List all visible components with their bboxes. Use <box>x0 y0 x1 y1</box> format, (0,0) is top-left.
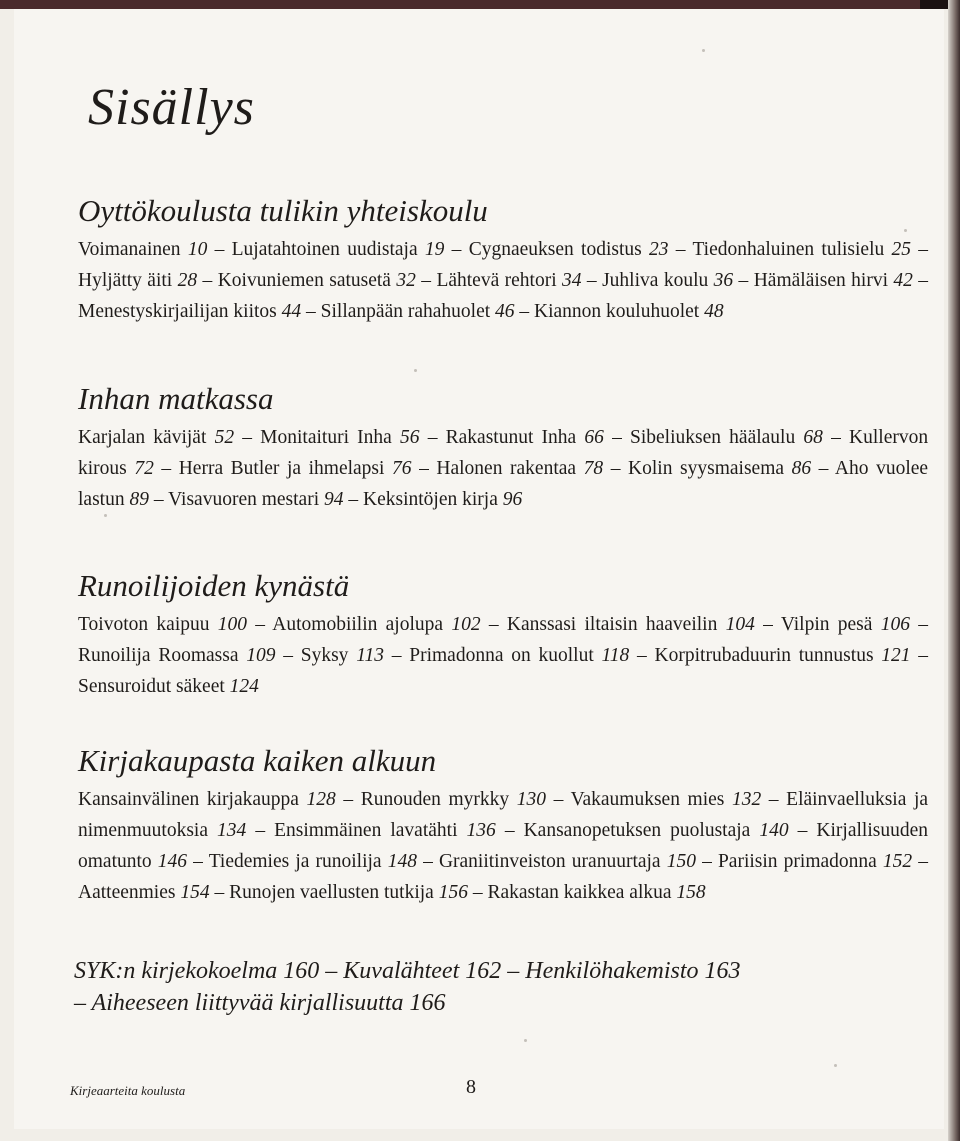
toc-entry-title: Tiedonhaluinen tulisielu <box>692 239 885 260</box>
toc-entry-title: Runoilija Roomassa <box>78 645 239 666</box>
toc-entry-title: Koivuniemen satusetä <box>217 270 391 291</box>
toc-section-1 <box>78 192 928 327</box>
toc-entry-title: Aho vuolee lastun <box>78 458 929 510</box>
toc-entry-title: Aatteenmies <box>78 882 176 903</box>
toc-entry-page: 25 <box>891 239 912 260</box>
speck <box>524 1039 527 1042</box>
section-entries: Toivoton kaipuu 100 – Automobiilin ajolupa 102 – Kanssasi iltaisin haaveilin 104 – Vilpin pesä 106 – Runoilija Roomassa 109 – Syksy 113 – Primadonna on kuollut 118 – Korpitrubaduurin tunnustus 121 – Sensuroidut säkeet 124 <box>78 614 929 697</box>
toc-section-4 <box>78 742 928 908</box>
toc-entry-title: Ensimmäinen lavatähti <box>274 820 458 841</box>
toc-entry-page: 156 <box>438 882 468 903</box>
toc-entry-page: 104 <box>725 614 755 635</box>
toc-entry-page: 72 <box>134 458 154 479</box>
toc-entry-page: 109 <box>246 645 276 666</box>
toc-entry-title: Hyljätty äiti <box>78 270 173 291</box>
toc-entry-page: 106 <box>880 614 910 635</box>
toc-entry-page: 34 <box>562 270 582 291</box>
toc-entry-page: 46 <box>495 301 515 322</box>
toc-entry-page: 154 <box>180 882 210 903</box>
toc-entry-page: 28 <box>177 270 198 291</box>
toc-entry-page: 48 <box>704 301 724 322</box>
toc-entry-page: 130 <box>516 789 546 810</box>
toc-entry-title: Sibeliuksen häälaulu <box>630 427 796 448</box>
toc-entry-page: 78 <box>583 458 604 479</box>
toc-entry-page: 56 <box>400 427 420 448</box>
running-footer-title: Kirjeaarteita koulusta <box>70 1083 186 1098</box>
speck <box>834 1064 837 1067</box>
toc-entry-page: 124 <box>229 676 259 697</box>
toc-entry-title: Lähtevä rehtori <box>436 270 557 291</box>
appendix-line-1: SYK:n kirjekokoelma 160 – Kuvalähteet 162 – Henkilöhakemisto 163 <box>74 958 741 984</box>
toc-entry-page: 132 <box>731 789 762 810</box>
toc-entry-page: 66 <box>584 427 604 448</box>
toc-entry-title: Monitaituri Inha <box>260 427 392 448</box>
toc-entry-page: 152 <box>882 851 913 872</box>
toc-entry-title: Kullervon kirous <box>78 427 929 479</box>
toc-entry-title: Pariisin primadonna <box>717 851 877 872</box>
toc-entry-title: Korpitrubaduurin tunnustus <box>654 645 874 666</box>
toc-entry-title: Runojen vaellusten tutkija <box>229 882 434 903</box>
toc-entry-page: 136 <box>466 820 496 841</box>
section-entries: Kansainvälinen kirjakauppa 128 – Runouden myrkky 130 – Vakaumuksen mies 132 – Eläinvaelluksia ja nimenmuutoksia 134 – Ensimmäinen lavatähti 136 – Kansanopetuksen puolustaja 140 – Kirjallisuuden omatunto 146 – Tiedemies ja runoilija 148 – Graniitinveiston uranuurtaja 150 – Pariisin primadonna 152 – Aatteenmies 154 – Runojen vaellusten tutkija 156 – Rakastan kaikkea alkua 158 <box>78 789 929 903</box>
toc-entry-page: 150 <box>666 851 696 872</box>
toc-entry-title: Vilpin pesä <box>780 614 873 635</box>
toc-entry-title: Visavuoren mestari <box>168 489 320 510</box>
top-edge <box>0 0 960 9</box>
toc-entry-title: Kansanopetuksen puolustaja <box>523 820 751 841</box>
toc-entry-page: 134 <box>217 820 247 841</box>
toc-entry-title: Automobiilin ajolupa <box>272 614 444 635</box>
toc-entry-page: 100 <box>217 614 248 635</box>
speck <box>702 49 705 52</box>
section-heading: Kirjakaupasta kaiken alkuun <box>78 743 437 778</box>
toc-entry-title: Hämäläisen hirvi <box>753 270 888 291</box>
toc-entry-title: Rakastunut Inha <box>445 427 577 448</box>
toc-section-3 <box>78 567 928 702</box>
toc-entry-page: 102 <box>451 614 481 635</box>
toc-entry-title: Kolin syysmaisema <box>628 458 785 479</box>
toc-entry-page: 19 <box>424 239 445 260</box>
toc-entry-page: 94 <box>324 489 344 510</box>
toc-entry-page: 89 <box>129 489 149 510</box>
toc-entry-page: 23 <box>648 239 669 260</box>
toc-entry-page: 121 <box>881 645 911 666</box>
toc-entry-title: Kanssasi iltaisin haaveilin <box>506 614 718 635</box>
toc-entry-title: Tiedemies ja runoilija <box>208 851 382 872</box>
toc-entry-title: Herra Butler ja ihmelapsi <box>178 458 385 479</box>
toc-entry-page: 118 <box>601 645 630 666</box>
toc-entry-page: 128 <box>306 789 336 810</box>
section-entries: Voimanainen 10 – Lujatahtoinen uudistaja 19 – Cygnaeuksen todistus 23 – Tiedonhaluinen tulisielu 25 – Hyljätty äiti 28 – Koivuniemen satusetä 32 – Lähtevä rehtori 34 – Juhliva koulu 36 – Hämäläisen hirvi 42 – Menestyskirjailijan kiitos 44 – Sillanpään rahahuolet 46 – Kiannon kouluhuolet 48 <box>78 239 929 322</box>
toc-entry-page: 68 <box>803 427 823 448</box>
toc-entry-title: Sillanpään rahahuolet <box>320 301 491 322</box>
toc-entry-page: 158 <box>676 882 706 903</box>
appendix-entries <box>74 955 794 1019</box>
toc-entry-page: 96 <box>502 489 523 510</box>
speck <box>414 369 417 372</box>
toc-entry-page: 36 <box>713 270 734 291</box>
toc-entry-page: 140 <box>759 820 789 841</box>
page-edge <box>948 0 960 1141</box>
toc-entry-title: Kirjallisuuden omatunto <box>78 820 928 872</box>
toc-entry-page: 32 <box>396 270 416 291</box>
toc-entry-title: Kiannon kouluhuolet <box>534 301 700 322</box>
toc-entry-title: Primadonna on kuollut <box>409 645 594 666</box>
toc-entry-page: 42 <box>893 270 913 291</box>
page-number: 8 <box>466 1076 476 1098</box>
toc-entry-title: Toivoton kaipuu <box>78 614 210 635</box>
toc-entry-title: Vakaumuksen mies <box>570 789 725 810</box>
toc-section-2 <box>78 380 928 515</box>
toc-entry-page: 113 <box>356 645 384 666</box>
toc-entry-title: Menestyskirjailijan kiitos <box>78 301 277 322</box>
toc-entry-title: Kansainvälinen kirjakauppa <box>78 789 299 810</box>
toc-entry-title: Voimanainen <box>78 239 181 260</box>
toc-entry-title: Graniitinveiston uranuurtaja <box>438 851 661 872</box>
section-heading: Inhan matkassa <box>78 381 274 416</box>
toc-entry-title: Lujatahtoinen uudistaja <box>231 239 418 260</box>
toc-entry-title: Halonen rakentaa <box>436 458 577 479</box>
toc-entry-title: Cygnaeuksen todistus <box>468 239 642 260</box>
toc-entry-page: 86 <box>791 458 812 479</box>
appendix-line-2: – Aiheeseen liittyvää kirjallisuutta 166 <box>74 990 446 1016</box>
toc-entry-page: 146 <box>157 851 188 872</box>
toc-entry-title: Keksintöjen kirja <box>363 489 498 510</box>
toc-entry-title: Rakastan kaikkea alkua <box>487 882 672 903</box>
toc-entry-page: 52 <box>214 427 235 448</box>
toc-entry-title: Syksy <box>300 645 349 666</box>
toc-entry-page: 10 <box>187 239 208 260</box>
toc-entry-title: Eläinvaelluksia ja nimenmuutoksia <box>78 789 929 841</box>
toc-entry-page: 44 <box>281 301 302 322</box>
section-heading: Oyttökoulusta tulikin yhteiskoulu <box>78 193 488 228</box>
toc-entry-title: Runouden myrkky <box>360 789 510 810</box>
section-entries: Karjalan kävijät 52 – Monitaituri Inha 56 – Rakastunut Inha 66 – Sibeliuksen häälaulu 68 – Kullervon kirous 72 – Herra Butler ja ihmelapsi 76 – Halonen rakentaa 78 – Kolin syysmaisema 86 – Aho vuolee lastun 89 – Visavuoren mestari 94 – Keksintöjen kirja 96 <box>78 427 929 510</box>
toc-entry-page: 148 <box>387 851 417 872</box>
toc-entry-title: Sensuroidut säkeet <box>78 676 225 697</box>
toc-entry-page: 76 <box>392 458 412 479</box>
toc-entry-title: Karjalan kävijät <box>78 427 207 448</box>
section-heading: Runoilijoiden kynästä <box>78 568 350 603</box>
page-title: Sisällys <box>88 79 255 136</box>
toc-entry-title: Juhliva koulu <box>602 270 709 291</box>
